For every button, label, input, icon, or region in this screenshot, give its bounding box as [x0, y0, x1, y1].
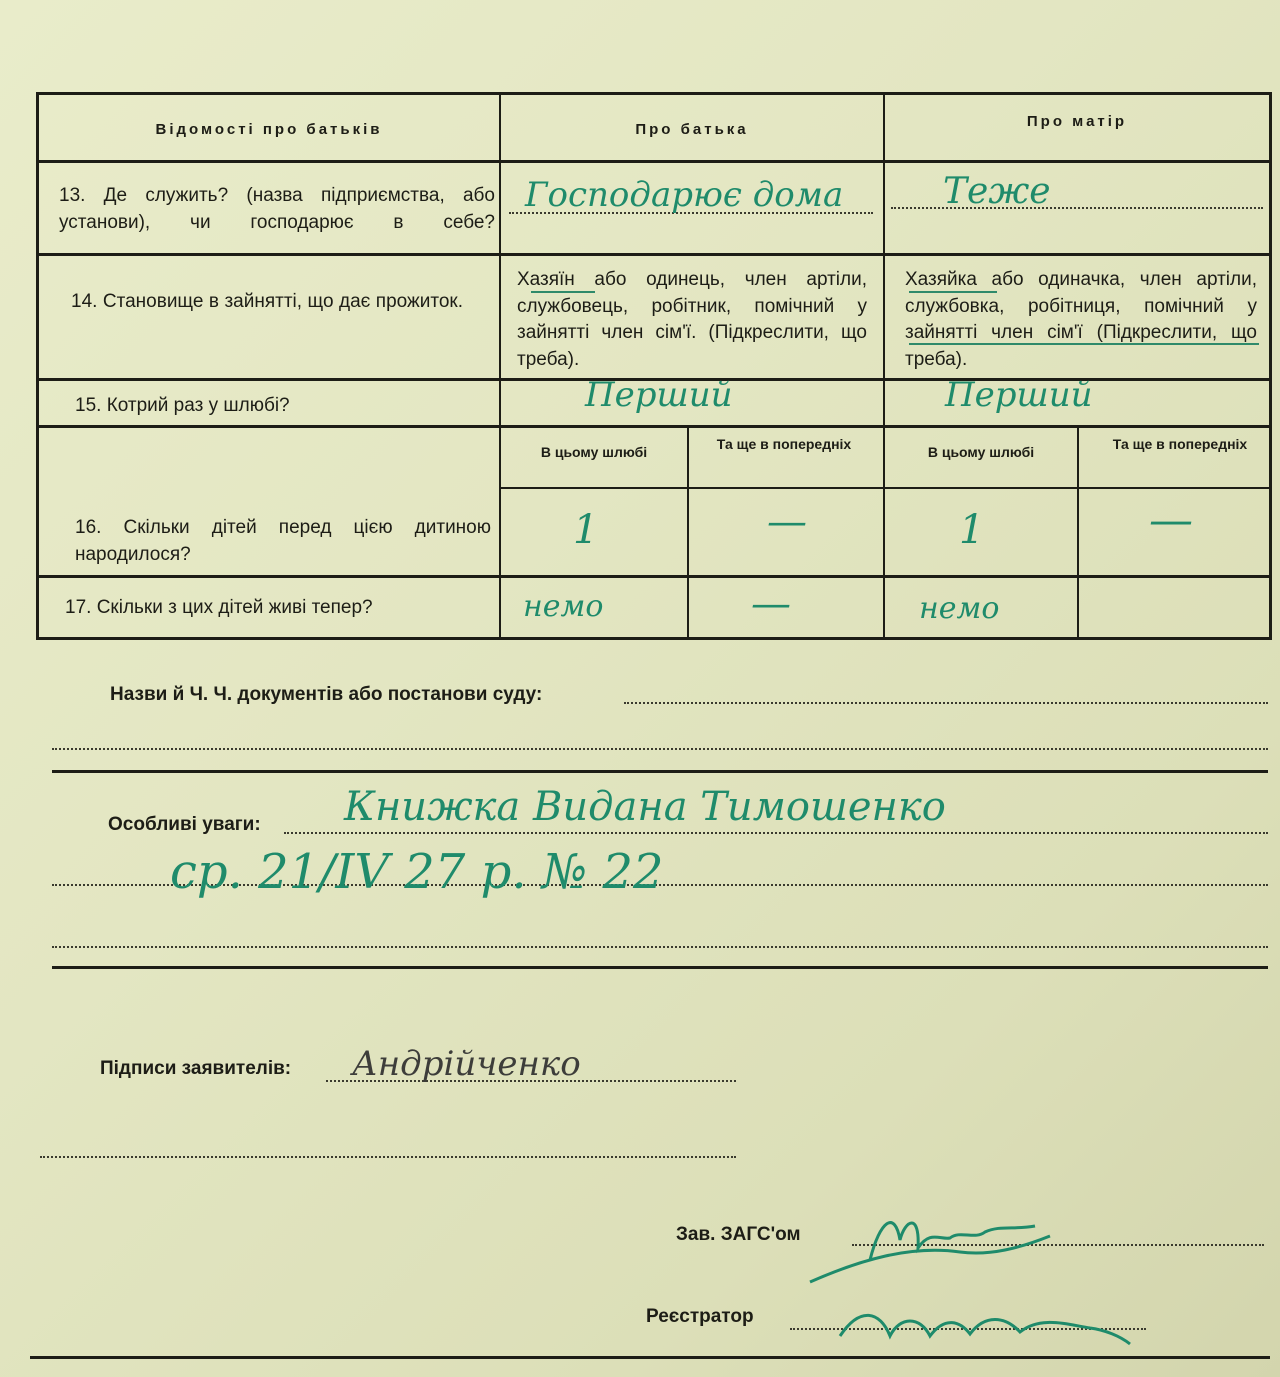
sub-header-this-marriage: В цьому шлюбі — [540, 444, 648, 460]
section-rule — [52, 770, 1268, 773]
sub-header-previous: Та ще в попередніх — [716, 436, 852, 452]
underline-mark — [909, 343, 1259, 345]
table-divider — [499, 95, 501, 637]
notes-line — [52, 946, 1268, 948]
father-occupation-options: Хазяїн або одинець, член артіли, службовець, робітник, помічний у зайнятті член сім'ї. (Підкреслити, що треба). — [517, 269, 867, 370]
mother-children-prev: — — [1149, 495, 1193, 546]
father-children-this: 1 — [573, 507, 599, 553]
underline-mark — [909, 291, 997, 293]
table-divider — [39, 160, 1269, 163]
table-divider — [883, 95, 885, 637]
notes-handwriting-line1: Книжка Видана Тимошенко — [344, 784, 946, 830]
question-14: 14. Становище в зайнятті, що дає прожиток. — [71, 291, 463, 312]
mother-children-this: 1 — [959, 507, 985, 553]
head-registry-label: Зав. ЗАГС'ом — [676, 1224, 801, 1245]
notes-handwriting-line2: ср. 21/IV 27 р. № 22 — [170, 844, 664, 900]
table-divider — [39, 253, 1269, 256]
underline-mark — [531, 291, 595, 293]
sub-header-this-marriage: В цьому шлюбі — [927, 444, 1035, 460]
applicant-signature: Андрійченко — [352, 1044, 581, 1084]
mother-children-alive-this: немо — [919, 591, 1000, 626]
table-divider — [39, 575, 1269, 578]
father-children-alive-prev: — — [751, 581, 791, 627]
header-about-mother: Про матір — [1026, 113, 1128, 130]
documents-line — [52, 748, 1268, 750]
special-notes-label: Особливі уваги: — [108, 814, 261, 835]
father-workplace-answer: Господарює дома — [525, 175, 844, 215]
father-children-prev: — — [767, 499, 807, 545]
section-rule — [52, 966, 1268, 969]
father-marriage-count: Перший — [585, 375, 733, 415]
table-divider — [39, 425, 1269, 428]
notes-line — [284, 832, 1268, 834]
question-15: 15. Котрий раз у шлюбі? — [75, 395, 290, 416]
sub-header-previous: Та ще в попередніх — [1112, 436, 1248, 452]
documents-line — [624, 702, 1268, 704]
header-about-father: Про батька — [635, 121, 749, 138]
bottom-rule — [30, 1356, 1270, 1359]
mother-occupation-options: Хазяйка або одиначка, член артіли, службовка, робітниця, помічний у зайнятті член сім'ї (Підкреслити, що треба). — [905, 269, 1257, 370]
question-17: 17. Скільки з цих дітей живі тепер? — [65, 597, 373, 618]
documents-label: Назви й Ч. Ч. документів або постанови суду: — [110, 684, 543, 705]
table-divider — [1077, 427, 1079, 637]
question-16: 16. Скільки дітей перед цією дитиною народилося? — [75, 517, 491, 565]
parents-info-table — [36, 92, 1272, 640]
applicants-signature-label: Підписи заявителів: — [100, 1058, 292, 1079]
father-children-alive-this: немо — [523, 589, 604, 624]
registrar-label: Реєстратор — [646, 1306, 754, 1327]
mother-marriage-count: Перший — [945, 375, 1093, 415]
table-divider — [687, 427, 689, 637]
table-divider — [499, 487, 1269, 489]
mother-workplace-answer: Теже — [943, 171, 1051, 212]
question-13: 13. Де служить? (назва підприємства, або установи), чи господарює в себе? — [59, 185, 495, 233]
header-parents-info: Відомості про батьків — [155, 121, 383, 138]
signature-line — [40, 1156, 736, 1158]
registrar-signature — [820, 1286, 1140, 1366]
